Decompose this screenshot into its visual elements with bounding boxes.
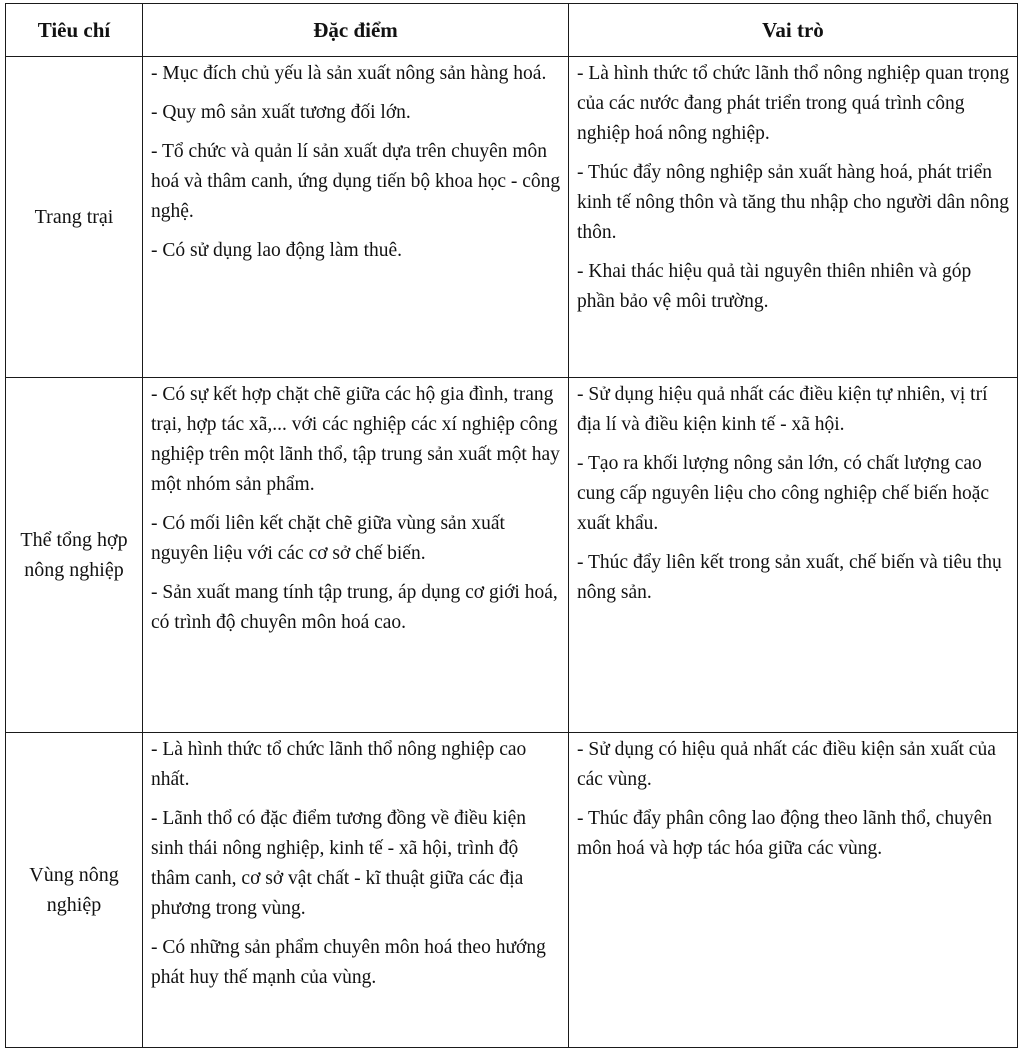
roles-cell xyxy=(569,378,1018,733)
criterion-cell: Thể tổng hợp nông nghiệp xyxy=(6,378,143,733)
features-cell xyxy=(143,378,569,733)
agriculture-organization-table xyxy=(5,3,1018,1048)
role-item: - Sử dụng hiệu quả nhất các điều kiện tự nhiên, vị trí địa lí và điều kiện kinh tế - xã hội. xyxy=(577,384,988,435)
header-features: Đặc điểm xyxy=(143,4,569,57)
role-item: - Tạo ra khối lượng nông sản lớn, có chất lượng cao cung cấp nguyên liệu cho công nghiệp chế biến hoặc xuất khẩu. xyxy=(577,453,990,534)
criterion-cell: Vùng nông nghiệp xyxy=(6,733,143,1048)
roles-cell xyxy=(569,733,1018,1048)
role-item: - Sử dụng có hiệu quả nhất các điều kiện sản xuất của các vùng. xyxy=(577,739,996,790)
feature-item: - Có những sản phẩm chuyên môn hoá theo hướng phát huy thế mạnh của vùng. xyxy=(151,937,546,988)
roles-cell xyxy=(569,57,1018,378)
feature-item: - Là hình thức tổ chức lãnh thổ nông nghiệp cao nhất. xyxy=(151,739,527,790)
role-item: - Thúc đẩy nông nghiệp sản xuất hàng hoá, phát triển kinh tế nông thôn và tăng thu nhập cho người dân nông thôn. xyxy=(577,162,1009,243)
role-item: - Thúc đẩy liên kết trong sản xuất, chế biến và tiêu thụ nông sản. xyxy=(577,552,1002,603)
feature-item: - Tổ chức và quản lí sản xuất dựa trên chuyên môn hoá và thâm canh, ứng dụng tiến bộ khoa học - công nghệ. xyxy=(151,141,561,222)
feature-item: - Mục đích chủ yếu là sản xuất nông sản hàng hoá. xyxy=(151,63,547,84)
feature-item: - Sản xuất mang tính tập trung, áp dụng cơ giới hoá, có trình độ chuyên môn hoá cao. xyxy=(151,582,558,633)
features-cell xyxy=(143,57,569,378)
feature-item: - Có mối liên kết chặt chẽ giữa vùng sản xuất nguyên liệu với các cơ sở chế biến. xyxy=(151,513,505,564)
header-row xyxy=(6,4,1018,57)
feature-item: - Có sự kết hợp chặt chẽ giữa các hộ gia đình, trang trại, hợp tác xã,... với các nghiệp các xí nghiệp công nghiệp trên một lãnh thổ, tập trung sản xuất một hay một nhóm sản phẩm. xyxy=(151,384,560,495)
role-item: - Thúc đẩy phân công lao động theo lãnh thổ, chuyên môn hoá và hợp tác hóa giữa các vùng. xyxy=(577,808,992,859)
table-row-farm xyxy=(6,57,1018,378)
features-cell xyxy=(143,733,569,1048)
header-criterion: Tiêu chí xyxy=(6,4,143,57)
role-item: - Là hình thức tổ chức lãnh thổ nông nghiệp quan trọng của các nước đang phát triển trong quá trình công nghiệp hoá nông nghiệp. xyxy=(577,63,1010,144)
table-row-agri-complex xyxy=(6,378,1018,733)
role-item: - Khai thác hiệu quả tài nguyên thiên nhiên và góp phần bảo vệ môi trường. xyxy=(577,261,972,312)
feature-item: - Lãnh thổ có đặc điểm tương đồng về điều kiện sinh thái nông nghiệp, kinh tế - xã hội, trình độ thâm canh, cơ sở vật chất - kĩ thuật giữa các địa phương trong vùng. xyxy=(151,808,527,919)
feature-item: - Có sử dụng lao động làm thuê. xyxy=(151,240,403,261)
feature-item: - Quy mô sản xuất tương đối lớn. xyxy=(151,102,411,123)
table-row-agri-region xyxy=(6,733,1018,1048)
header-roles: Vai trò xyxy=(569,4,1018,57)
criterion-cell: Trang trại xyxy=(6,57,143,378)
